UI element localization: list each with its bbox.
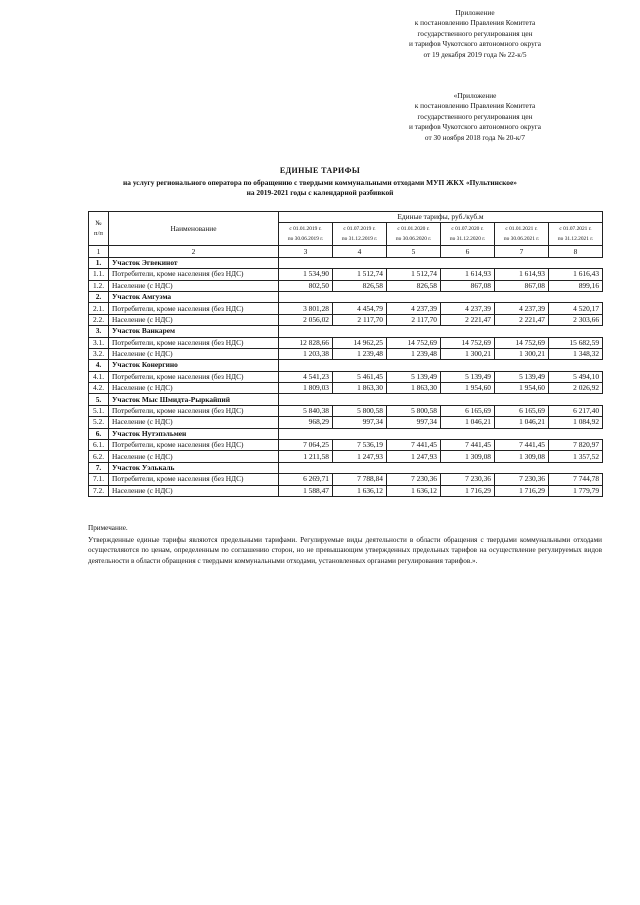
row-number: 1.1. — [89, 269, 109, 280]
period-header — [495, 223, 549, 246]
row-number: 2.2. — [89, 314, 109, 325]
tariff-value: 1 616,43 — [549, 269, 603, 280]
table-row — [89, 303, 603, 314]
table-row — [89, 337, 603, 348]
tariff-value: 826,58 — [387, 280, 441, 291]
table-row — [89, 405, 603, 416]
tariff-value: 1 716,29 — [441, 485, 495, 496]
notes-block — [88, 523, 602, 566]
appendix-line: от 30 ноября 2018 года № 20-к/7 — [424, 132, 526, 142]
appendix-line: к постановлению Правления Комитета — [414, 18, 536, 28]
tariff-value: 6 165,69 — [441, 405, 495, 416]
tariff-value: 1 512,74 — [387, 269, 441, 280]
column-header-name: Наименование — [109, 212, 279, 246]
row-name: Население (с НДС) — [109, 485, 279, 496]
section-number: 1. — [89, 257, 109, 268]
tariff-value: 2 056,02 — [279, 314, 333, 325]
appendix-line: государственного регулирования цен — [417, 28, 533, 38]
appendix-line: от 19 декабря 2019 года № 22-к/5 — [423, 49, 527, 59]
tariff-value: 968,29 — [279, 417, 333, 428]
row-name: Потребители, кроме населения (без НДС) — [109, 405, 279, 416]
tariff-value: 4 237,39 — [441, 303, 495, 314]
column-number: 4 — [333, 246, 387, 257]
tariff-value: 1 046,21 — [441, 417, 495, 428]
tariff-value: 802,50 — [279, 280, 333, 291]
row-number: 3.1. — [89, 337, 109, 348]
section-blank — [279, 326, 603, 337]
period-header — [279, 223, 333, 246]
tariff-value: 7 788,84 — [333, 474, 387, 485]
tariff-value: 4 541,23 — [279, 371, 333, 382]
tariff-value: 4 520,17 — [549, 303, 603, 314]
tariff-value: 2 221,47 — [495, 314, 549, 325]
row-name: Потребители, кроме населения (без НДС) — [109, 371, 279, 382]
tariff-value: 5 800,58 — [387, 405, 441, 416]
column-number: 1 — [89, 246, 109, 257]
tariff-value: 5 494,10 — [549, 371, 603, 382]
tariff-value: 2 117,70 — [333, 314, 387, 325]
tariff-value: 14 962,25 — [333, 337, 387, 348]
appendix-line: Приложение — [455, 8, 495, 17]
row-number: 5.1. — [89, 405, 109, 416]
tariff-value: 997,34 — [387, 417, 441, 428]
section-name: Участок Эгвекинот — [109, 257, 279, 268]
column-number: 7 — [495, 246, 549, 257]
section-name: Участок Уэлькаль — [109, 462, 279, 473]
row-name: Население (с НДС) — [109, 417, 279, 428]
tariff-value: 1 614,93 — [495, 269, 549, 280]
document-subtitle-period: на 2019-2021 годы с календарной разбивкой — [246, 188, 394, 197]
section-row — [89, 257, 603, 268]
section-row — [89, 360, 603, 371]
section-name: Участок Мыс Шмидта-Рыркайпий — [109, 394, 279, 405]
tariff-value: 15 682,59 — [549, 337, 603, 348]
tariff-value: 1 779,79 — [549, 485, 603, 496]
tariff-value: 1 534,90 — [279, 269, 333, 280]
previous-appendix-header — [350, 91, 600, 143]
section-row — [89, 326, 603, 337]
column-number: 5 — [387, 246, 441, 257]
period-from: с 01.01.2020 г. — [397, 226, 430, 233]
period-to: по 31.12.2021 г. — [557, 236, 594, 243]
period-from: с 01.01.2019 г. — [289, 226, 322, 233]
row-name: Потребители, кроме населения (без НДС) — [109, 474, 279, 485]
tariffs-table — [88, 211, 603, 497]
tariff-value: 1 309,08 — [441, 451, 495, 462]
section-blank — [279, 428, 603, 439]
tariff-value: 12 828,66 — [279, 337, 333, 348]
tariff-value: 14 752,69 — [495, 337, 549, 348]
appendix-header — [350, 8, 600, 60]
tariff-value: 1 636,12 — [387, 485, 441, 496]
table-row — [89, 440, 603, 451]
tariff-value: 1 300,21 — [495, 348, 549, 359]
tariff-value: 1 614,93 — [441, 269, 495, 280]
notes-text: Утвержденные единые тарифы являются предельными тарифами. Регулируемые виды деятельности в области обращения с твердыми коммунальными отходами осуществляются по ценам, определенным по соглашению сторон, но не превышающим утвержденных предельных тарифов на осуществление регулируемых видов деятельности в области обращения с твердыми коммунальными отходами, установленных органами регулирования тарифов.». — [88, 535, 602, 565]
tariff-value: 4 237,39 — [495, 303, 549, 314]
tariff-value: 826,58 — [333, 280, 387, 291]
period-to: по 30.06.2020 г. — [395, 236, 432, 243]
table-row — [89, 383, 603, 394]
section-name: Участок Ванкарем — [109, 326, 279, 337]
period-to: по 30.06.2019 г. — [287, 236, 324, 243]
tariff-value: 867,08 — [495, 280, 549, 291]
period-from: с 01.07.2019 г. — [343, 226, 376, 233]
appendix-line: и тарифов Чукотского автономного округа — [409, 122, 541, 132]
tariff-value: 1 716,29 — [495, 485, 549, 496]
row-name: Население (с НДС) — [109, 451, 279, 462]
tariff-value: 1 588,47 — [279, 485, 333, 496]
row-name: Население (с НДС) — [109, 280, 279, 291]
appendix-line: «Приложение — [453, 91, 497, 100]
tariff-value: 1 954,60 — [495, 383, 549, 394]
row-number: 6.2. — [89, 451, 109, 462]
tariff-value: 3 801,28 — [279, 303, 333, 314]
period-to: по 31.12.2020 г. — [449, 236, 486, 243]
row-number: 4.1. — [89, 371, 109, 382]
tariff-value: 1 357,52 — [549, 451, 603, 462]
table-row — [89, 474, 603, 485]
section-number: 6. — [89, 428, 109, 439]
tariff-value: 1 636,12 — [333, 485, 387, 496]
notes-heading: Примечание. — [88, 524, 128, 532]
column-header-num: № п/п — [89, 212, 109, 246]
tariff-value: 5 800,58 — [333, 405, 387, 416]
period-header — [387, 223, 441, 246]
tariff-value: 1 863,30 — [387, 383, 441, 394]
row-number: 6.1. — [89, 440, 109, 451]
period-to: по 31.12.2019 г. — [341, 236, 378, 243]
period-from: с 01.01.2021 г. — [505, 226, 538, 233]
row-name: Потребители, кроме населения (без НДС) — [109, 440, 279, 451]
column-number: 6 — [441, 246, 495, 257]
tariff-value: 1 512,74 — [333, 269, 387, 280]
row-number: 7.1. — [89, 474, 109, 485]
section-name: Участок Амгуэма — [109, 291, 279, 302]
section-row — [89, 428, 603, 439]
row-name: Потребители, кроме населения (без НДС) — [109, 269, 279, 280]
tariff-value: 1 247,93 — [387, 451, 441, 462]
tariff-value: 5 139,49 — [387, 371, 441, 382]
period-header — [549, 223, 603, 246]
tariff-value: 7 536,19 — [333, 440, 387, 451]
row-number: 2.1. — [89, 303, 109, 314]
tariff-value: 1 239,48 — [333, 348, 387, 359]
column-number: 2 — [109, 246, 279, 257]
tariff-value: 7 064,25 — [279, 440, 333, 451]
header-row — [89, 212, 603, 223]
tariff-value: 7 441,45 — [441, 440, 495, 451]
tariff-value: 5 840,38 — [279, 405, 333, 416]
tariff-value: 14 752,69 — [441, 337, 495, 348]
tariff-value: 2 221,47 — [441, 314, 495, 325]
tariff-value: 1 863,30 — [333, 383, 387, 394]
period-header — [333, 223, 387, 246]
section-row — [89, 462, 603, 473]
table-row — [89, 269, 603, 280]
tariff-value: 5 461,45 — [333, 371, 387, 382]
tariff-value: 6 269,71 — [279, 474, 333, 485]
row-name: Население (с НДС) — [109, 383, 279, 394]
tariff-value: 1 084,92 — [549, 417, 603, 428]
appendix-line: государственного регулирования цен — [417, 111, 533, 121]
tariff-value: 7 230,36 — [441, 474, 495, 485]
tariff-value: 7 744,78 — [549, 474, 603, 485]
tariff-value: 1 203,38 — [279, 348, 333, 359]
period-from: с 01.07.2021 г. — [559, 226, 592, 233]
tariff-value: 1 309,08 — [495, 451, 549, 462]
row-name: Население (с НДС) — [109, 314, 279, 325]
table-row — [89, 371, 603, 382]
section-blank — [279, 257, 603, 268]
tariff-value: 7 441,45 — [495, 440, 549, 451]
row-name: Потребители, кроме населения (без НДС) — [109, 337, 279, 348]
column-header-group: Единые тарифы, руб./куб.м — [279, 212, 603, 223]
tariff-value: 1 300,21 — [441, 348, 495, 359]
row-number: 1.2. — [89, 280, 109, 291]
tariff-value: 14 752,69 — [387, 337, 441, 348]
row-number: 5.2. — [89, 417, 109, 428]
tariff-value: 1 954,60 — [441, 383, 495, 394]
section-number: 7. — [89, 462, 109, 473]
row-number: 7.2. — [89, 485, 109, 496]
tariff-value: 997,34 — [333, 417, 387, 428]
tariff-value: 6 217,40 — [549, 405, 603, 416]
tariff-value: 7 230,36 — [495, 474, 549, 485]
row-number: 3.2. — [89, 348, 109, 359]
tariff-value: 867,08 — [441, 280, 495, 291]
appendix-line: к постановлению Правления Комитета — [414, 101, 536, 111]
column-number-row — [89, 246, 603, 257]
column-number: 8 — [549, 246, 603, 257]
table-row — [89, 485, 603, 496]
period-header — [441, 223, 495, 246]
tariff-value: 5 139,49 — [441, 371, 495, 382]
tariff-value: 1 239,48 — [387, 348, 441, 359]
row-number: 4.2. — [89, 383, 109, 394]
section-name: Участок Нутэпэльмен — [109, 428, 279, 439]
tariff-value: 7 820,97 — [549, 440, 603, 451]
tariff-value: 2 303,66 — [549, 314, 603, 325]
section-blank — [279, 291, 603, 302]
tariff-value: 1 809,03 — [279, 383, 333, 394]
tariff-value: 4 454,79 — [333, 303, 387, 314]
table-row — [89, 451, 603, 462]
column-number: 3 — [279, 246, 333, 257]
table-row — [89, 314, 603, 325]
tariff-value: 4 237,39 — [387, 303, 441, 314]
tariff-value: 6 165,69 — [495, 405, 549, 416]
section-blank — [279, 360, 603, 371]
tariff-value: 1 211,58 — [279, 451, 333, 462]
document-subtitle: на услугу регионального оператора по обращению с твердыми коммунальными отходами МУП ЖКХ «Пультинское» — [123, 178, 517, 187]
table-row — [89, 280, 603, 291]
appendix-line: и тарифов Чукотского автономного округа — [409, 39, 541, 49]
tariff-value: 1 348,32 — [549, 348, 603, 359]
table-row — [89, 348, 603, 359]
tariff-value: 1 046,21 — [495, 417, 549, 428]
section-number: 2. — [89, 291, 109, 302]
section-number: 5. — [89, 394, 109, 405]
row-name: Потребители, кроме населения (без НДС) — [109, 303, 279, 314]
document-title: ЕДИНЫЕ ТАРИФЫ — [279, 166, 361, 175]
section-blank — [279, 394, 603, 405]
tariff-value: 899,16 — [549, 280, 603, 291]
tariff-value: 7 441,45 — [387, 440, 441, 451]
section-blank — [279, 462, 603, 473]
tariff-value: 1 247,93 — [333, 451, 387, 462]
section-row — [89, 291, 603, 302]
row-name: Население (с НДС) — [109, 348, 279, 359]
period-to: по 30.06.2021 г. — [503, 236, 540, 243]
tariff-value: 2 117,70 — [387, 314, 441, 325]
tariff-value: 2 026,92 — [549, 383, 603, 394]
section-number: 3. — [89, 326, 109, 337]
tariff-value: 5 139,49 — [495, 371, 549, 382]
section-name: Участок Конергино — [109, 360, 279, 371]
table-row — [89, 417, 603, 428]
period-from: с 01.07.2020 г. — [451, 226, 484, 233]
section-row — [89, 394, 603, 405]
tariff-value: 7 230,36 — [387, 474, 441, 485]
section-number: 4. — [89, 360, 109, 371]
